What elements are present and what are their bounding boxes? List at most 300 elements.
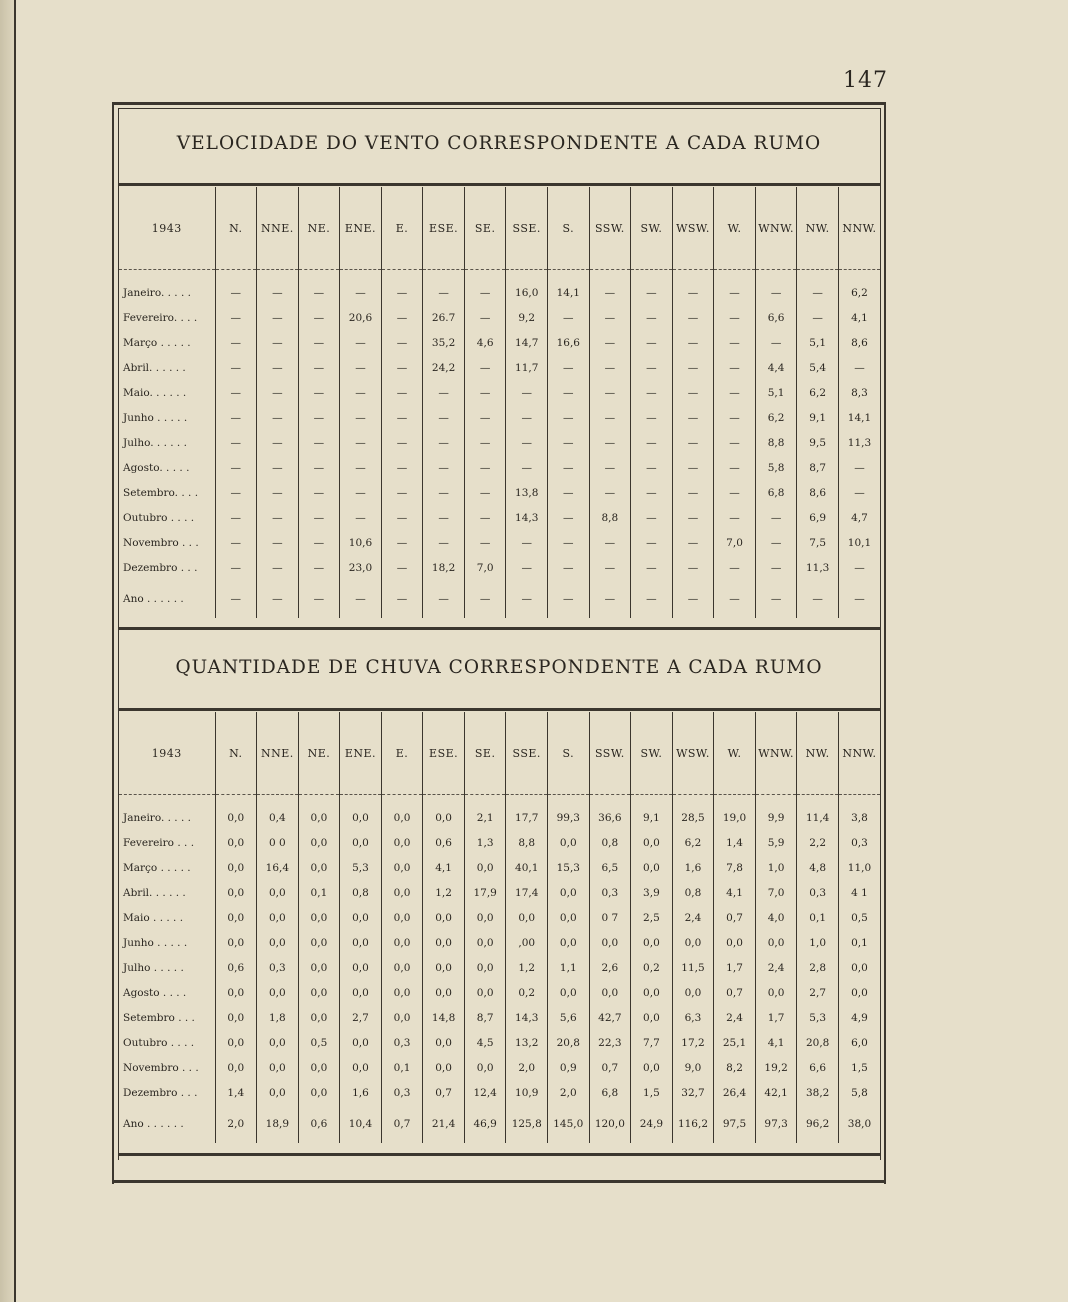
column-header: SW. <box>631 187 673 270</box>
table-cell: — <box>714 380 756 405</box>
table-cell: — <box>381 530 423 555</box>
table-cell: — <box>631 555 673 580</box>
table-cell: 0,0 <box>631 855 673 880</box>
column-header: SSE. <box>506 712 548 795</box>
row-label: Agosto. . . . . <box>123 461 190 474</box>
spacer-cell <box>257 270 299 281</box>
row-label: Outubro . . . . <box>123 511 195 524</box>
table-cell: 4,7 <box>838 505 880 530</box>
table-cell: — <box>631 530 673 555</box>
table-cell: 99,3 <box>548 805 590 830</box>
spacer-cell <box>631 270 673 281</box>
table-cell: 2,7 <box>797 980 839 1005</box>
table-header-row <box>119 712 880 795</box>
table-cell: 0,0 <box>298 980 340 1005</box>
frame-top-rule <box>112 102 886 105</box>
table-cell: 0,0 <box>548 930 590 955</box>
row-label: Agosto . . . . <box>123 986 187 999</box>
table-cell: 0 7 <box>589 905 631 930</box>
table-cell: — <box>257 280 299 305</box>
table-cell: — <box>381 555 423 580</box>
row-label: Junho . . . . . <box>123 936 188 949</box>
spacer-cell <box>381 270 423 281</box>
table-cell: ,00 <box>506 930 548 955</box>
table-cell: 16,4 <box>257 855 299 880</box>
table-cell: 2,4 <box>714 1005 756 1030</box>
row-label: Abril. . . . . . <box>123 361 186 374</box>
column-header: NNW. <box>838 712 880 795</box>
table-row <box>119 355 880 380</box>
table-cell: 0,0 <box>548 880 590 905</box>
table-cell: 6,0 <box>838 1030 880 1055</box>
table-cell: — <box>298 330 340 355</box>
table-cell: — <box>423 505 465 530</box>
table-cell: — <box>548 355 590 380</box>
spacer-cell <box>755 795 797 806</box>
table-cell: 13,2 <box>506 1030 548 1055</box>
table-cell: — <box>506 455 548 480</box>
frame-bottom-rule <box>112 1180 886 1183</box>
table-cell: — <box>298 480 340 505</box>
table-cell: 2,0 <box>215 1105 257 1143</box>
table-cell: 0,0 <box>257 980 299 1005</box>
column-header: WSW. <box>672 187 714 270</box>
column-header: ENE. <box>340 187 382 270</box>
table-cell: 120,0 <box>589 1105 631 1143</box>
spacer-row <box>119 270 880 281</box>
table-cell: 11,0 <box>838 855 880 880</box>
table-cell: 8,2 <box>714 1055 756 1080</box>
table-cell: 17,9 <box>464 880 506 905</box>
table-cell: 8,8 <box>506 830 548 855</box>
spacer-cell <box>298 795 340 806</box>
table-cell: 0,0 <box>340 905 382 930</box>
table-cell: 7,0 <box>755 880 797 905</box>
row-label: Junho . . . . . <box>123 411 188 424</box>
table-cell: 9,2 <box>506 305 548 330</box>
table-cell: — <box>797 305 839 330</box>
table-cell: — <box>381 280 423 305</box>
table-cell: 0,0 <box>381 805 423 830</box>
table-cell: 6,3 <box>672 1005 714 1030</box>
table-cell: 8,6 <box>838 330 880 355</box>
table-cell: — <box>714 555 756 580</box>
table-cell: 17,7 <box>506 805 548 830</box>
table-cell: 0,0 <box>340 930 382 955</box>
table-cell: — <box>340 430 382 455</box>
table-cell: — <box>257 455 299 480</box>
table-cell: 1,6 <box>340 1080 382 1105</box>
table-cell: 1,5 <box>838 1055 880 1080</box>
table-cell: — <box>755 555 797 580</box>
table-cell: 0,0 <box>464 955 506 980</box>
table-cell: — <box>548 505 590 530</box>
page-binding-edge <box>0 0 16 1302</box>
table-cell: — <box>298 455 340 480</box>
table-row <box>119 280 880 305</box>
table-cell: 11,3 <box>797 555 839 580</box>
row-label: Maio. . . . . . <box>123 386 187 399</box>
row-label: Julho . . . . . <box>123 961 184 974</box>
column-header: W. <box>714 712 756 795</box>
table-cell: — <box>423 380 465 405</box>
table-cell: — <box>381 405 423 430</box>
table-cell: 5,3 <box>797 1005 839 1030</box>
table-cell: — <box>506 555 548 580</box>
table-cell: 4,1 <box>423 855 465 880</box>
table-cell: — <box>548 455 590 480</box>
table-cell: 0,0 <box>215 905 257 930</box>
table-cell: 4,1 <box>714 880 756 905</box>
table-cell: 0,0 <box>215 855 257 880</box>
column-header: SSE. <box>506 187 548 270</box>
table-cell: 116,2 <box>672 1105 714 1143</box>
spacer-cell <box>797 270 839 281</box>
row-label: Dezembro . . . <box>123 1086 198 1099</box>
table-cell: — <box>631 305 673 330</box>
spacer-cell <box>340 795 382 806</box>
table-cell: 28,5 <box>672 805 714 830</box>
table-cell: 0,1 <box>838 930 880 955</box>
spacer-cell <box>119 795 215 806</box>
table-cell: 20,6 <box>340 305 382 330</box>
table-cell: 4 1 <box>838 880 880 905</box>
table-cell: 17,4 <box>506 880 548 905</box>
table-cell: 0,6 <box>215 955 257 980</box>
table-cell: — <box>714 455 756 480</box>
table-cell: — <box>464 430 506 455</box>
table-cell: — <box>257 555 299 580</box>
table-cell: 7,0 <box>714 530 756 555</box>
table-cell: — <box>215 280 257 305</box>
table-cell: 1,4 <box>714 830 756 855</box>
table-cell: 0,0 <box>215 830 257 855</box>
table-cell: 6,5 <box>589 855 631 880</box>
table-row <box>119 505 880 530</box>
table-cell: — <box>548 430 590 455</box>
table-cell: 14,3 <box>506 505 548 530</box>
row-label: Março . . . . . <box>123 861 191 874</box>
table-cell: 11,5 <box>672 955 714 980</box>
table-cell: — <box>257 330 299 355</box>
table-cell: — <box>631 455 673 480</box>
table-cell: — <box>464 405 506 430</box>
table-cell: 35,2 <box>423 330 465 355</box>
table-cell: — <box>631 505 673 530</box>
table-cell: — <box>298 580 340 618</box>
table-cell: — <box>672 355 714 380</box>
table-cell: 46,9 <box>464 1105 506 1143</box>
table-cell: — <box>257 480 299 505</box>
table-cell: 0,0 <box>672 930 714 955</box>
spacer-cell <box>589 270 631 281</box>
row-label: Março . . . . . <box>123 336 191 349</box>
table-cell: 22,3 <box>589 1030 631 1055</box>
table-cell: 0,7 <box>714 905 756 930</box>
table-cell: 13,8 <box>506 480 548 505</box>
spacer-cell <box>838 795 880 806</box>
table-row <box>119 855 880 880</box>
table-cell: — <box>755 505 797 530</box>
table-cell: 0,0 <box>423 1055 465 1080</box>
row-label: Novembro . . . <box>123 1061 199 1074</box>
table-cell: 42,1 <box>755 1080 797 1105</box>
table-cell: — <box>631 580 673 618</box>
table-row <box>119 455 880 480</box>
table-cell: — <box>589 330 631 355</box>
table-cell: 7,7 <box>631 1030 673 1055</box>
table-cell: — <box>464 305 506 330</box>
table-cell: 0,0 <box>381 980 423 1005</box>
table-cell: — <box>298 380 340 405</box>
rain-amount-table <box>119 712 880 1143</box>
table-cell: 0,0 <box>838 955 880 980</box>
table-cell: — <box>464 530 506 555</box>
table-cell: 0,0 <box>298 1005 340 1030</box>
table-cell: 8,7 <box>464 1005 506 1030</box>
spacer-cell <box>340 270 382 281</box>
frame-inner-right-rule <box>880 108 881 1160</box>
table-cell: 26,4 <box>714 1080 756 1105</box>
table-cell: 0,0 <box>381 930 423 955</box>
table-cell: — <box>589 355 631 380</box>
table-cell: — <box>381 380 423 405</box>
frame-top-inner-rule <box>118 108 880 109</box>
table-cell: — <box>589 455 631 480</box>
table-cell: 0,0 <box>631 830 673 855</box>
table-cell: 18,9 <box>257 1105 299 1143</box>
table-row <box>119 955 880 980</box>
table-cell: — <box>257 380 299 405</box>
column-header: NNE. <box>257 712 299 795</box>
table-cell: 2,1 <box>464 805 506 830</box>
table-cell: — <box>714 305 756 330</box>
column-header: ESE. <box>423 712 465 795</box>
table-cell: — <box>506 405 548 430</box>
table-cell: 0,0 <box>215 930 257 955</box>
table-cell: 4,9 <box>838 1005 880 1030</box>
table-cell: — <box>381 330 423 355</box>
table-cell: 14,1 <box>548 280 590 305</box>
table-cell: 0,0 <box>423 905 465 930</box>
column-header: N. <box>215 187 257 270</box>
table-cell: 5,8 <box>838 1080 880 1105</box>
spacer-cell <box>506 795 548 806</box>
table-cell: 8,8 <box>589 505 631 530</box>
table-cell: 0,0 <box>298 830 340 855</box>
table-cell: 0,0 <box>464 980 506 1005</box>
table-cell: 20,8 <box>797 1030 839 1055</box>
wind-speed-title-rule <box>118 183 880 186</box>
row-label: Dezembro . . . <box>123 561 198 574</box>
table-cell: 0,8 <box>672 880 714 905</box>
table-cell: 0,0 <box>755 980 797 1005</box>
table-cell: — <box>672 480 714 505</box>
table-cell: 42,7 <box>589 1005 631 1030</box>
row-label: Janeiro. . . . . <box>123 811 191 824</box>
table-cell: 14,3 <box>506 1005 548 1030</box>
table-cell: — <box>257 580 299 618</box>
table-cell: — <box>298 405 340 430</box>
table-cell: 4,4 <box>755 355 797 380</box>
table-cell: 0,0 <box>257 880 299 905</box>
table-row <box>119 305 880 330</box>
table-cell: 0,0 <box>215 1005 257 1030</box>
spacer-cell <box>464 270 506 281</box>
table-cell: — <box>548 580 590 618</box>
table-cell: 14,7 <box>506 330 548 355</box>
table-cell: 0,0 <box>381 855 423 880</box>
table-cell: 25,1 <box>714 1030 756 1055</box>
table-cell: 0,0 <box>340 1030 382 1055</box>
spacer-cell <box>215 270 257 281</box>
table-cell: 24,9 <box>631 1105 673 1143</box>
table-cell: 0,0 <box>298 905 340 930</box>
table-row <box>119 1055 880 1080</box>
table-cell: 18,2 <box>423 555 465 580</box>
table-cell: 4,1 <box>838 305 880 330</box>
table-cell: — <box>215 580 257 618</box>
table-cell: — <box>298 555 340 580</box>
table-cell: — <box>340 405 382 430</box>
table-cell: — <box>423 430 465 455</box>
table-cell: 0,7 <box>423 1080 465 1105</box>
table-cell: 21,4 <box>423 1105 465 1143</box>
table-cell: 9,1 <box>797 405 839 430</box>
table-cell: — <box>215 430 257 455</box>
column-header: SE. <box>464 187 506 270</box>
spacer-cell <box>589 795 631 806</box>
table-cell: 0,0 <box>548 830 590 855</box>
year-header: 1943 <box>119 187 215 270</box>
spacer-cell <box>714 795 756 806</box>
table-cell: — <box>797 580 839 618</box>
table-cell: — <box>548 305 590 330</box>
table-cell: — <box>714 505 756 530</box>
spacer-cell <box>423 795 465 806</box>
table-cell: 0,0 <box>589 930 631 955</box>
table-cell: 6,9 <box>797 505 839 530</box>
table-cell: 10,4 <box>340 1105 382 1143</box>
row-label: Setembro . . . <box>123 1011 195 1024</box>
table-cell: — <box>340 280 382 305</box>
table-cell: 0,1 <box>797 905 839 930</box>
table-cell: 4,8 <box>797 855 839 880</box>
table-cell: 97,3 <box>755 1105 797 1143</box>
table-cell: 0,0 <box>423 955 465 980</box>
table-cell: — <box>381 430 423 455</box>
table-cell: 0,0 <box>589 980 631 1005</box>
row-label: Fevereiro . . . <box>123 836 195 849</box>
table-cell: 16,0 <box>506 280 548 305</box>
table-cell: 0,0 <box>340 805 382 830</box>
table-cell: — <box>257 355 299 380</box>
table-cell: 0,0 <box>298 955 340 980</box>
table-cell: 14,1 <box>838 405 880 430</box>
column-header: N. <box>215 712 257 795</box>
table-cell: 38,2 <box>797 1080 839 1105</box>
wind-speed-title: VELOCIDADE DO VENTO CORRESPONDENTE A CADA RUMO <box>176 133 822 154</box>
table-cell: 7,8 <box>714 855 756 880</box>
table-cell: 0,2 <box>631 955 673 980</box>
table-row <box>119 580 880 618</box>
table-header-row <box>119 187 880 270</box>
table-cell: — <box>506 380 548 405</box>
table-cell: 0,0 <box>215 1030 257 1055</box>
table-cell: — <box>631 430 673 455</box>
table-cell: — <box>838 480 880 505</box>
row-label: Abril. . . . . . <box>123 886 186 899</box>
table-cell: — <box>298 280 340 305</box>
table-cell: — <box>340 355 382 380</box>
table-cell: 0,0 <box>548 980 590 1005</box>
spacer-cell <box>298 270 340 281</box>
table-cell: 5,1 <box>797 330 839 355</box>
table-cell: 6,6 <box>797 1055 839 1080</box>
table-cell: 19,2 <box>755 1055 797 1080</box>
table-cell: — <box>340 455 382 480</box>
table-cell: 8,6 <box>797 480 839 505</box>
column-header: SSW. <box>589 187 631 270</box>
table-cell: 0,0 <box>340 830 382 855</box>
table-cell: 12,4 <box>464 1080 506 1105</box>
rain-amount-title: QUANTIDADE DE CHUVA CORRESPONDENTE A CADA RUMO <box>175 657 823 678</box>
table-cell: 0,0 <box>548 905 590 930</box>
table-cell: 10,9 <box>506 1080 548 1105</box>
table-cell: 1,1 <box>548 955 590 980</box>
spacer-cell <box>755 270 797 281</box>
table-cell: — <box>464 355 506 380</box>
table-cell: 2,0 <box>548 1080 590 1105</box>
column-header: NNW. <box>838 187 880 270</box>
table-cell: 0,8 <box>589 830 631 855</box>
table-cell: 6,2 <box>755 405 797 430</box>
table-row <box>119 1080 880 1105</box>
table-cell: — <box>589 480 631 505</box>
table-cell: 1,5 <box>631 1080 673 1105</box>
table-cell: 2,5 <box>631 905 673 930</box>
table-cell: 0,0 <box>298 855 340 880</box>
table-cell: 24,2 <box>423 355 465 380</box>
table-cell: — <box>215 355 257 380</box>
table-cell: — <box>381 505 423 530</box>
table-row <box>119 480 880 505</box>
table-cell: — <box>215 480 257 505</box>
table-cell: — <box>381 580 423 618</box>
table-row <box>119 530 880 555</box>
table-cell: 0,0 <box>423 1030 465 1055</box>
spacer-cell <box>381 795 423 806</box>
table-cell: — <box>423 405 465 430</box>
table-cell: 23,0 <box>340 555 382 580</box>
table-cell: 6,8 <box>589 1080 631 1105</box>
table-cell: 2,7 <box>340 1005 382 1030</box>
column-header: ESE. <box>423 187 465 270</box>
table-cell: — <box>215 380 257 405</box>
table-cell: 11,3 <box>838 430 880 455</box>
table-cell: 8,3 <box>838 380 880 405</box>
row-label: Fevereiro. . . . <box>123 311 198 324</box>
table-cell: — <box>548 405 590 430</box>
table-cell: 0,6 <box>298 1105 340 1143</box>
table-cell: 0,0 <box>215 980 257 1005</box>
table-cell: 0,0 <box>257 1055 299 1080</box>
table-cell: — <box>755 580 797 618</box>
table-cell: — <box>589 555 631 580</box>
table-cell: 6,2 <box>838 280 880 305</box>
row-label: Novembro . . . <box>123 536 199 549</box>
table-cell: 9,0 <box>672 1055 714 1080</box>
